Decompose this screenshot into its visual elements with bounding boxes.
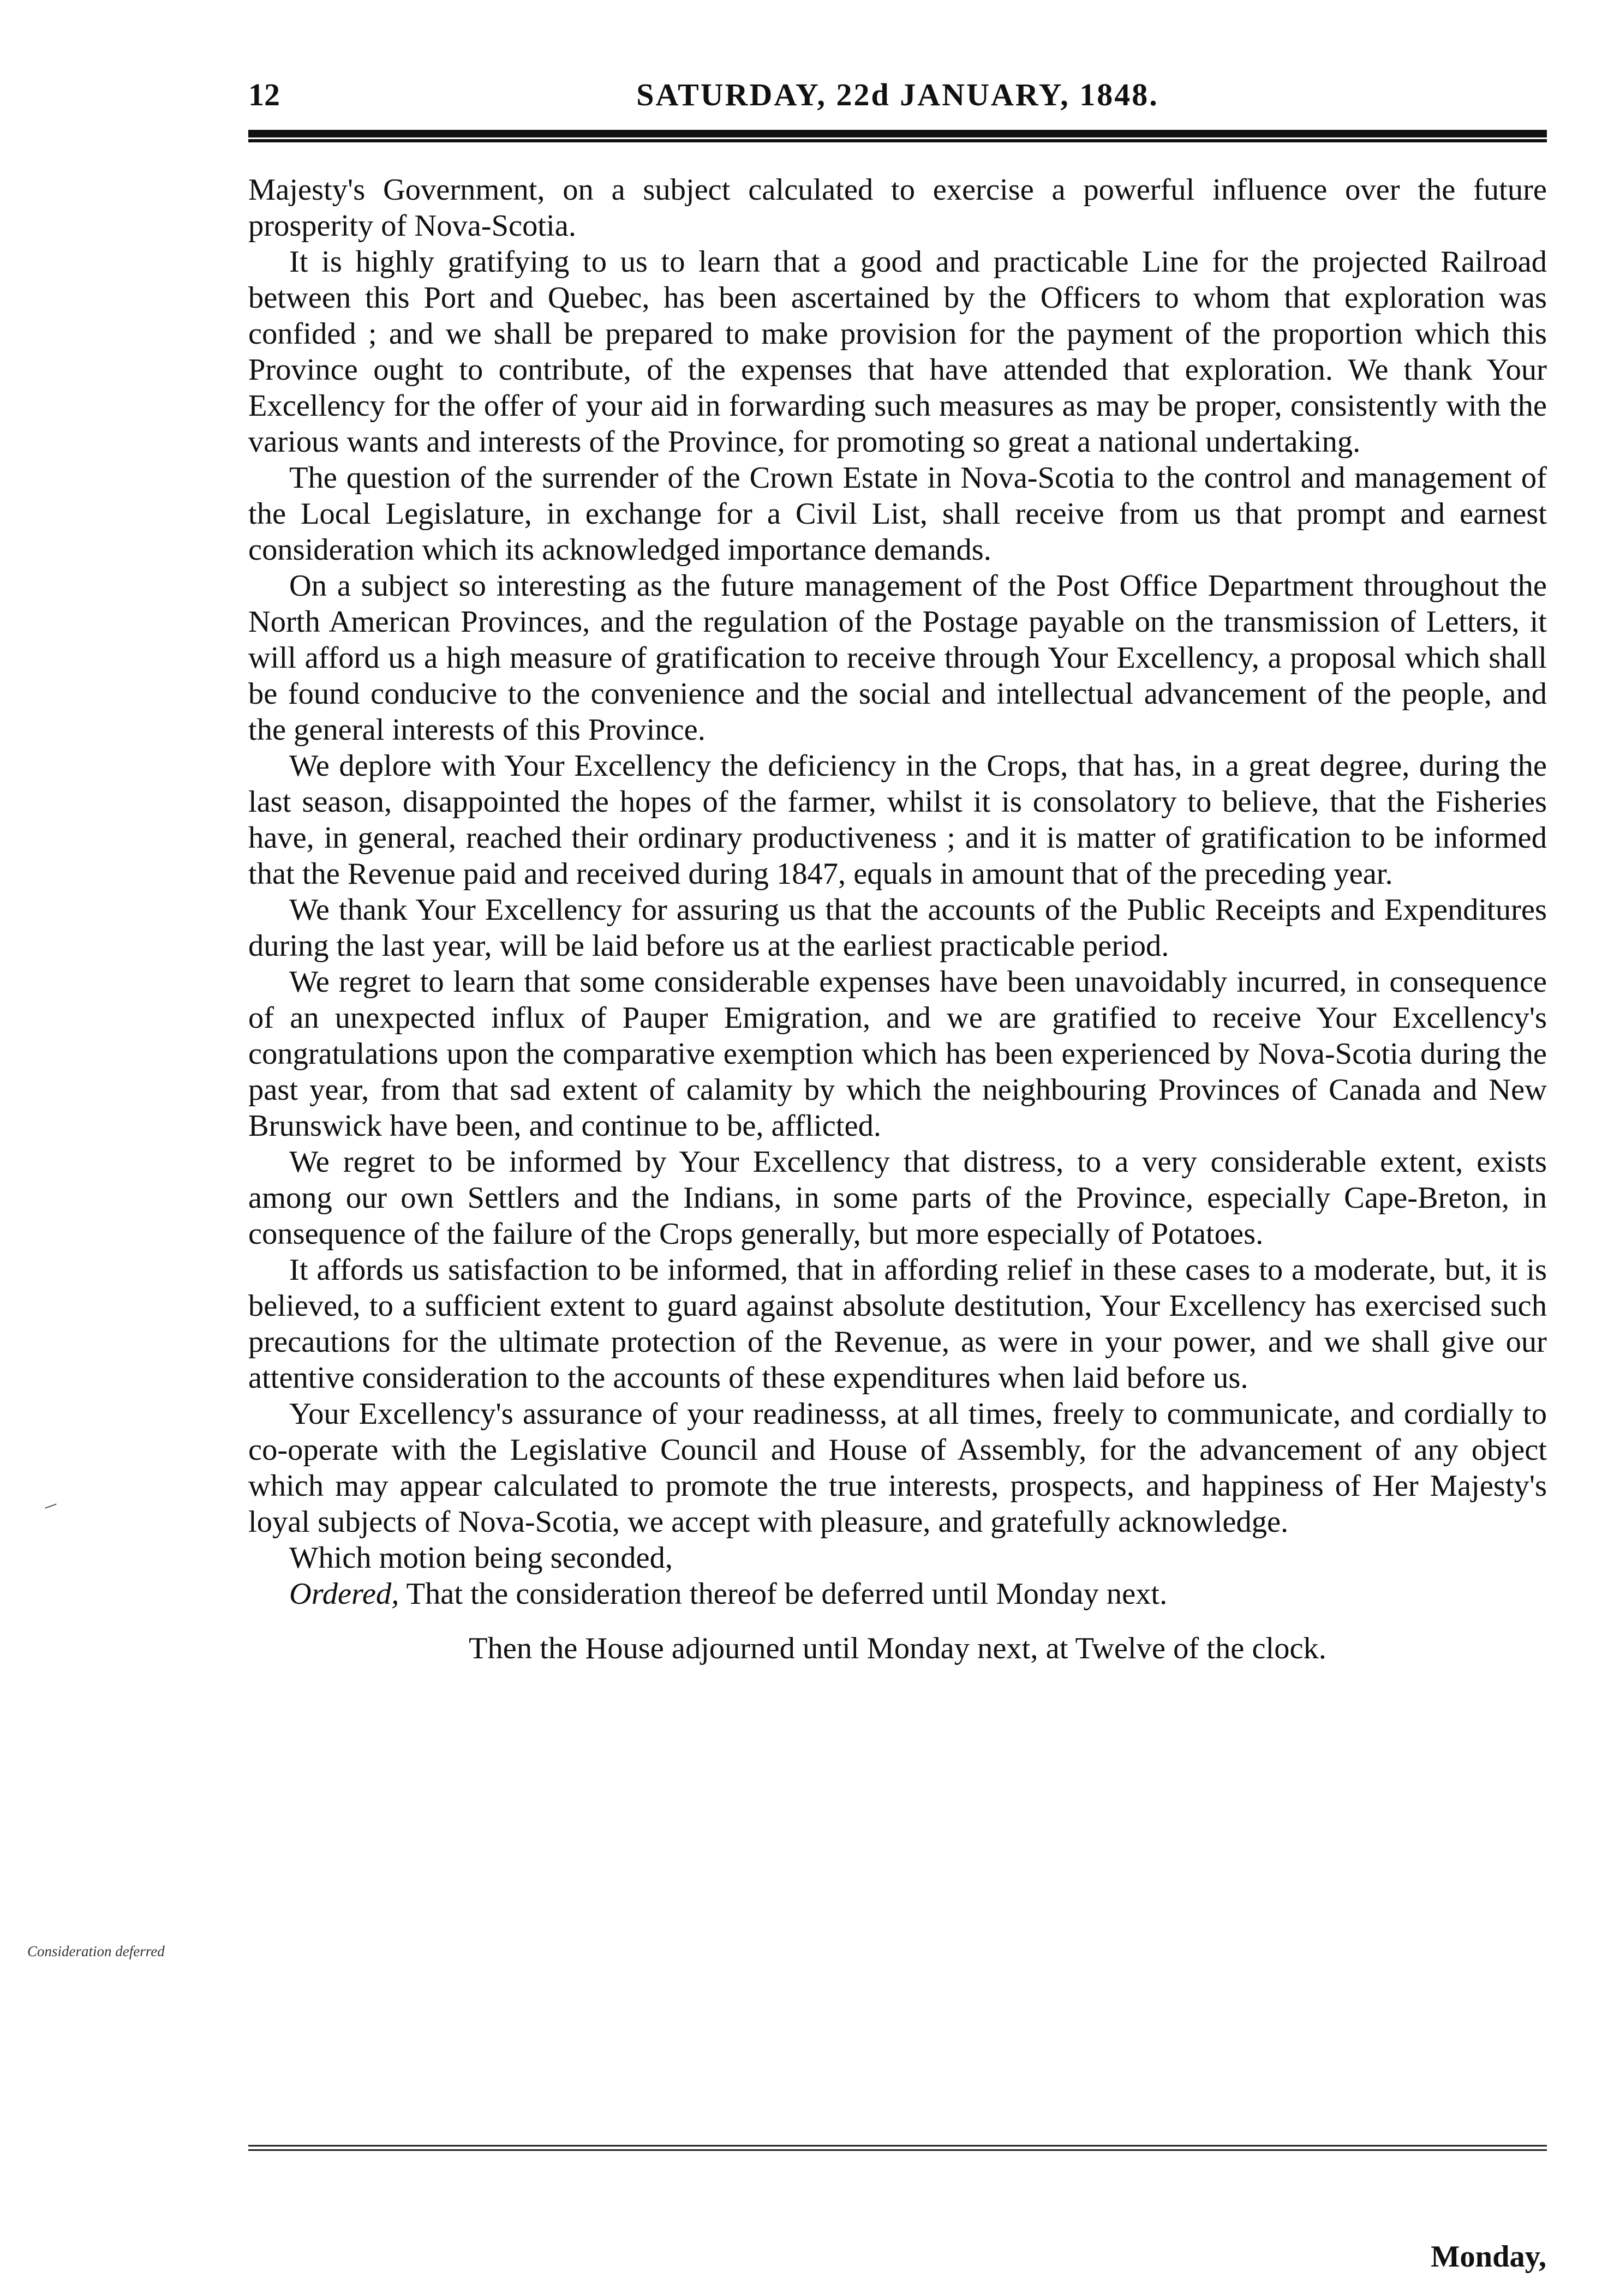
paragraph: The question of the surrender of the Crown Estate in Nova-Scotia to the control and management of the Local Legislature, in exchange for a Civil List, shall receive from us that prompt and earnest consideration which its acknowledged importance demands.: [248, 461, 1547, 567]
paragraph: We thank Your Excellency for assuring us that the accounts of the Public Receipts and Expenditures during the last year, will be laid before us at the earliest practicable period.: [248, 893, 1547, 963]
paragraph: We regret to be informed by Your Excellency that distress, to a very considerable extent, exists among our own Settlers and the Indians, in some parts of the Province, especially Cape-Breton, in consequence of the failure of the Crops generally, but more especially of Potatoes.: [248, 1145, 1547, 1251]
page-number: 12: [248, 77, 280, 112]
body-text: [248, 172, 1547, 1666]
paragraph: We regret to learn that some considerable expenses have been unavoidably incurred, in consequence of an unexpected influx of Pauper Emigration, and we are gratified to receive Your Excellency's congratulations upon the comparative exemption which has been experienced by Nova-Scotia during the past year, from that sad extent of calamity by which the neighbouring Provinces of Canada and New Brunswick have been, and continue to be, afflicted.: [248, 965, 1547, 1143]
paragraph: On a subject so interesting as the future management of the Post Office Department throughout the North American Provinces, and the regulation of the Postage payable on the transmission of Letters, it will afford us a high measure of gratification to receive through Your Excellency, a proposal which shall be found conducive to the convenience and the social and intellectual advancement of the people, and the general interests of this Province.: [248, 569, 1547, 747]
ordered-line: [248, 1576, 1547, 1612]
ordered-text: That the consideration thereof be deferred until Monday next.: [399, 1577, 1168, 1611]
margin-mark: [45, 1503, 56, 1508]
page-header: [248, 76, 1547, 120]
paragraph: Majesty's Government, on a subject calculated to exercise a powerful influence over the future prosperity of Nova-Scotia.: [248, 173, 1547, 243]
running-title: SATURDAY, 22d JANUARY, 1848.: [636, 77, 1159, 112]
catchword: Monday,: [1431, 2240, 1546, 2274]
header-rule: [248, 130, 1547, 139]
motion-seconded: Which motion being seconded,: [289, 1541, 673, 1575]
ordered-word: Ordered,: [289, 1577, 399, 1611]
footer-rule: [248, 2145, 1547, 2151]
paragraph: It affords us satisfaction to be informed, that in affording relief in these cases to a moderate, but, it is believed, to a sufficient extent to guard against absolute destitution, Your Excellency has exercised such precautions for the ultimate protection of the Revenue, as were in your power, and we shall give our attentive consideration to the accounts of these expenditures when laid before us.: [248, 1253, 1547, 1395]
paragraph: Your Excellency's assurance of your readinesss, at all times, freely to communicate, and cordially to co-operate with the Legislative Council and House of Assembly, for the advancement of any object which may appear calculated to promote the true interests, prospects, and happiness of Her Majesty's loyal subjects of Nova-Scotia, we accept with pleasure, and gratefully acknowledge.: [248, 1397, 1547, 1539]
paragraph: It is highly gratifying to us to learn that a good and practicable Line for the projected Railroad between this Port and Quebec, has been ascertained by the Officers to whom that exploration was confided ; and we shall be prepared to make provision for the payment of the proportion which this Province ought to contribute, of the expenses that have attended that exploration. We thank Your Excellency for the offer of your aid in forwarding such measures as may be proper, consistently with the various wants and interests of the Province, for promoting so great a national undertaking.: [248, 245, 1547, 459]
adjournment: Then the House adjourned until Monday next, at Twelve of the clock.: [469, 1632, 1326, 1665]
margin-note: Consideration deferred: [27, 1943, 165, 1959]
paragraph: We deplore with Your Excellency the deficiency in the Crops, that has, in a great degree, during the last season, disappointed the hopes of the farmer, whilst it is consolatory to believe, that the Fisheries have, in general, reached their ordinary productiveness ; and it is matter of gratification to be informed that the Revenue paid and received during 1847, equals in amount that of the preceding year.: [248, 749, 1547, 891]
